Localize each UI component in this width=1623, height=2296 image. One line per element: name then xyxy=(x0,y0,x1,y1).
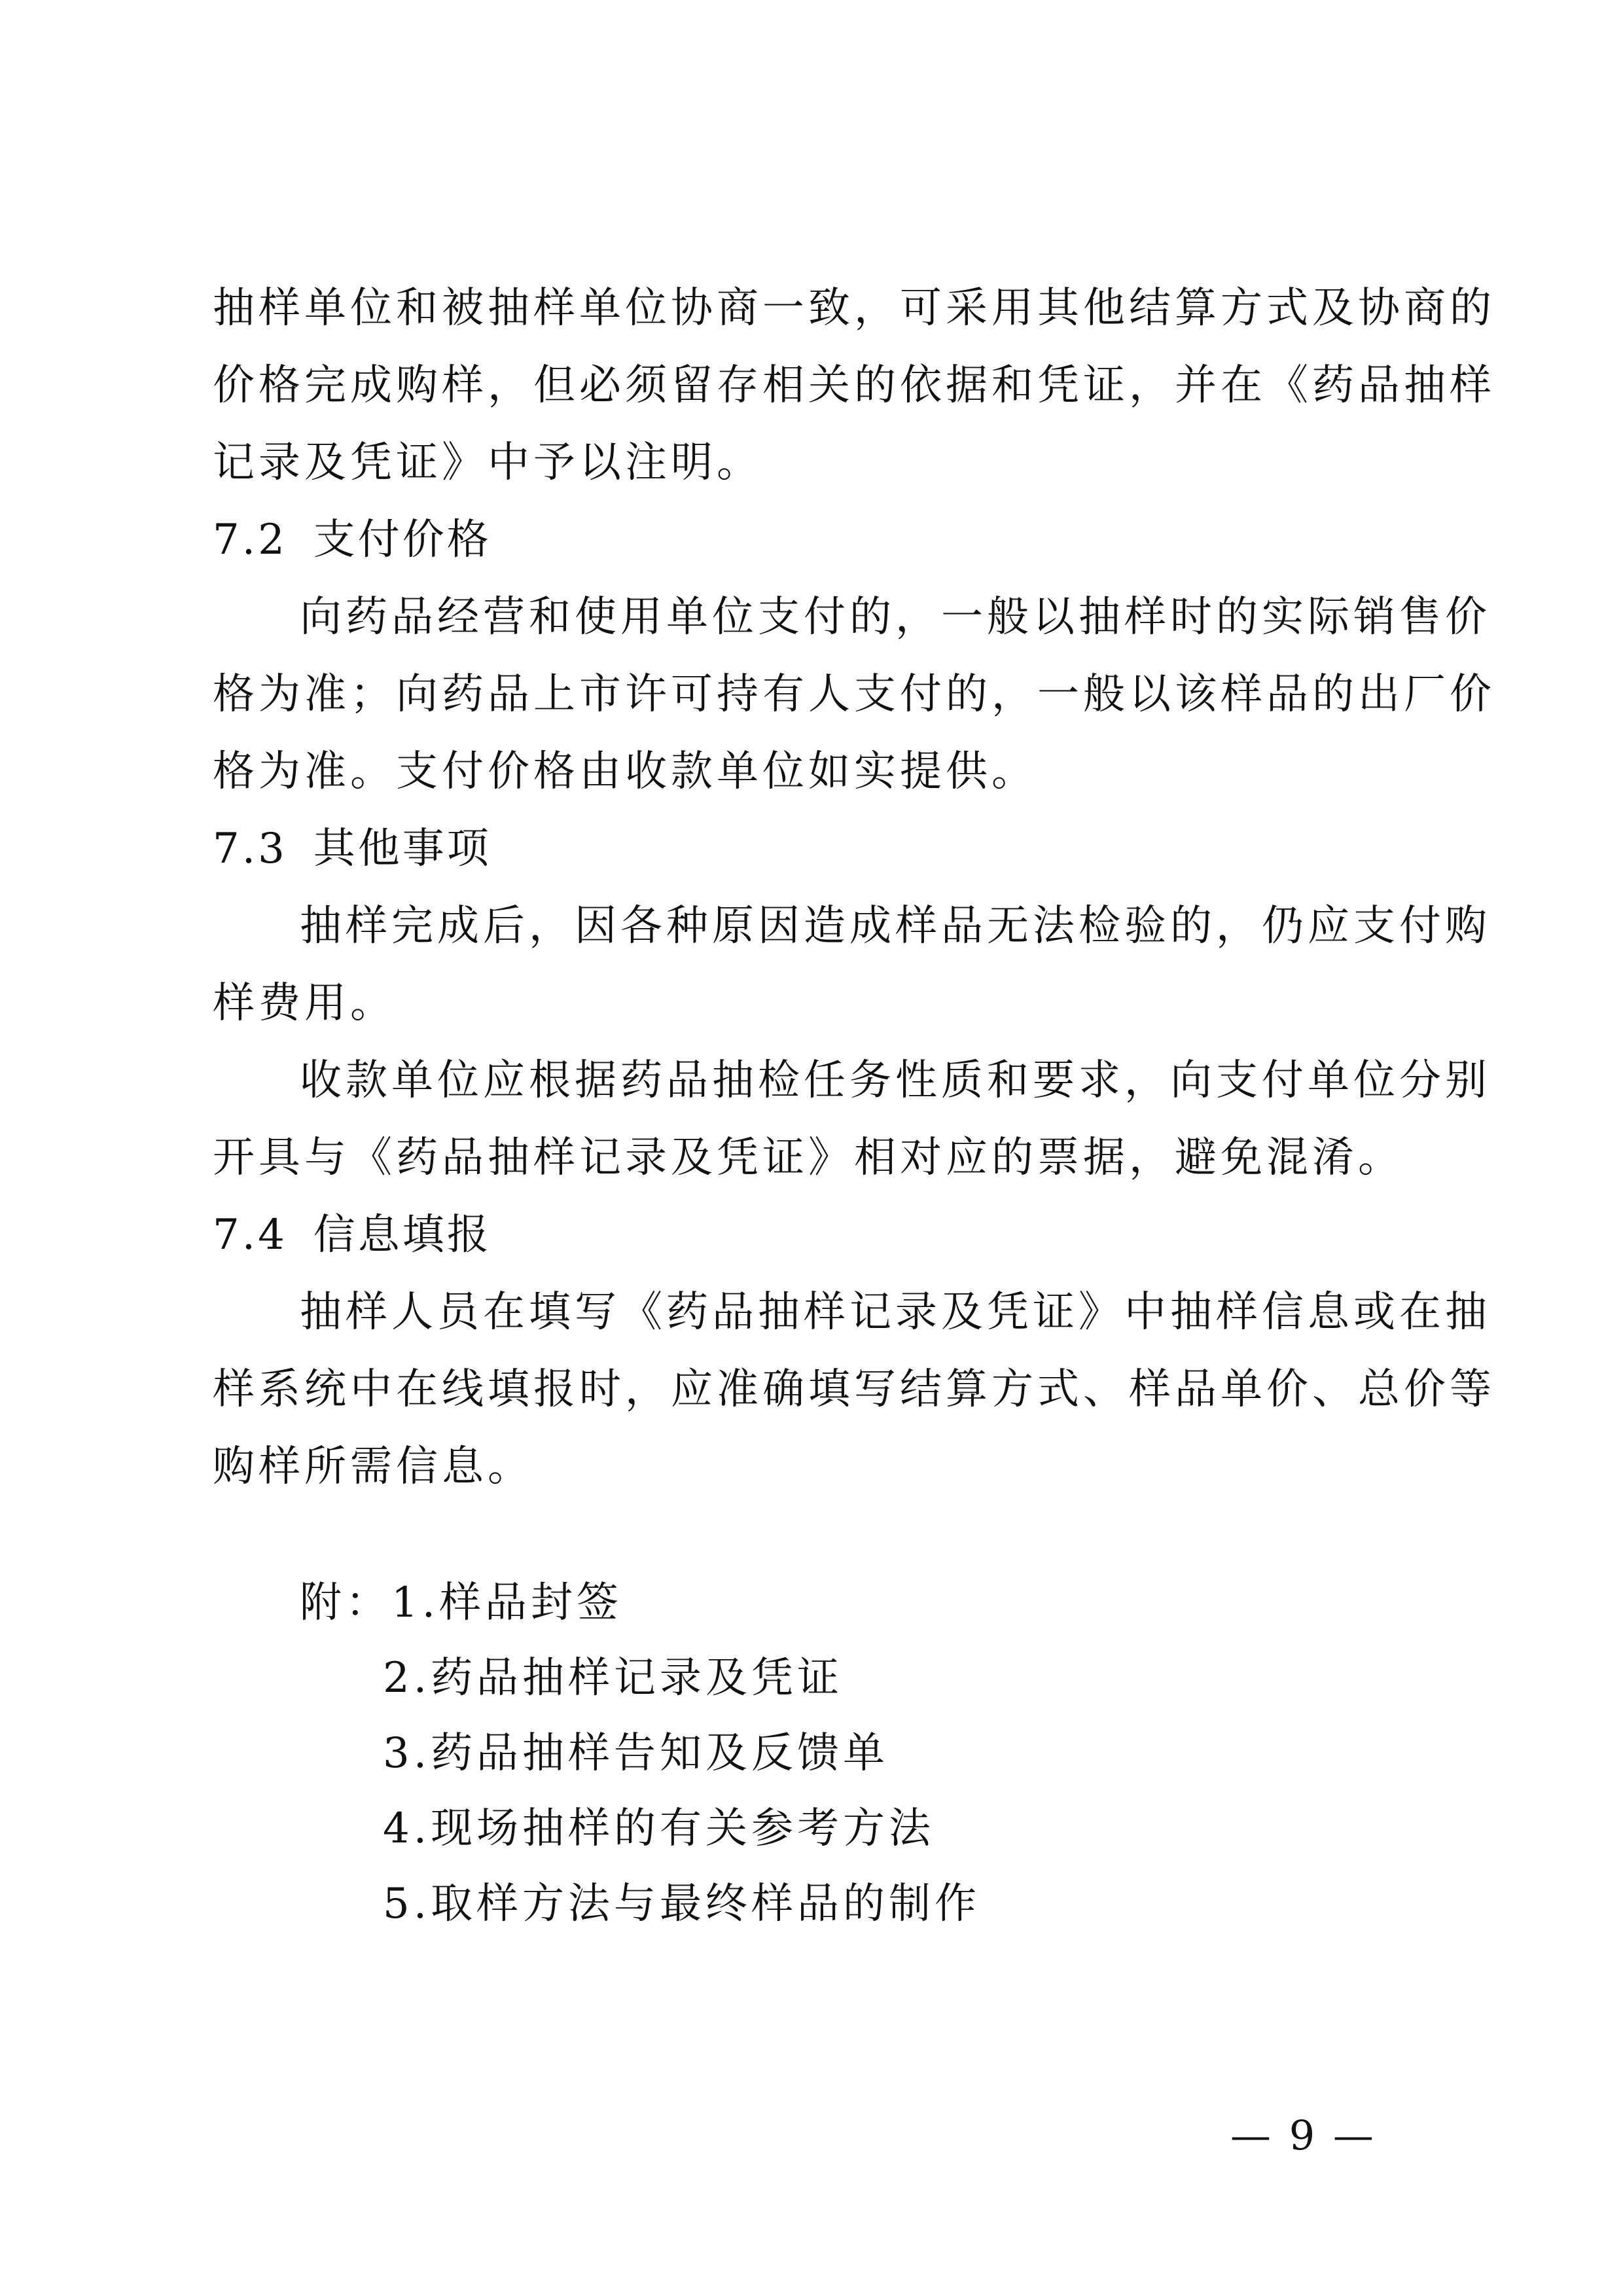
text-line: 购样所需信息。 xyxy=(213,1443,533,1491)
section-heading-7-4 xyxy=(213,1196,1410,1274)
attachment-item: 2.药品抽样记录及凭证 xyxy=(383,1654,844,1702)
text-line: 收款单位应根据药品抽检任务性质和要求，向支付单位分别 xyxy=(300,1056,1491,1105)
page-number: — 9 — xyxy=(1230,2111,1376,2159)
attachment-item: 5.取样方法与最终样品的制作 xyxy=(383,1880,981,1928)
text-line: 格为准；向药品上市许可持有人支付的，一般以该样品的出厂价 xyxy=(213,670,1495,719)
text-line: 抽样人员在填写《药品抽样记录及凭证》中抽样信息或在抽 xyxy=(300,1288,1491,1336)
section-title: 信息填报 xyxy=(313,1211,491,1259)
text-line: 抽样完成后，因各种原因造成样品无法检验的，仍应支付购 xyxy=(300,902,1491,950)
text-line: 样系统中在线填报时，应准确填写结算方式、样品单价、总价等 xyxy=(213,1365,1495,1414)
attachment-row xyxy=(300,1564,622,1641)
text-line: 向药品经营和使用单位支付的，一般以抽样时的实际销售价 xyxy=(300,593,1491,641)
section-title: 其他事项 xyxy=(313,825,491,873)
section-number: 7.3 xyxy=(213,825,287,873)
attachments-label: 附： xyxy=(300,1579,391,1627)
text-line: 样费用。 xyxy=(213,979,396,1028)
text-line: 开具与《药品抽样记录及凭证》相对应的票据，避免混淆。 xyxy=(213,1134,1404,1182)
attachment-item: 1.样品封签 xyxy=(391,1579,623,1627)
section-number: 7.2 xyxy=(213,516,287,564)
text-line: 价格完成购样，但必须留存相关的依据和凭证，并在《药品抽样 xyxy=(213,361,1495,410)
section-number: 7.4 xyxy=(213,1211,287,1259)
attachment-item: 3.药品抽样告知及反馈单 xyxy=(383,1729,889,1778)
attachment-item: 4.现场抽样的有关参考方法 xyxy=(383,1804,935,1853)
text-line: 抽样单位和被抽样单位协商一致，可采用其他结算方式及协商的 xyxy=(213,284,1495,332)
section-heading-7-3 xyxy=(213,810,1410,888)
text-line: 格为准。支付价格由收款单位如实提供。 xyxy=(213,747,1037,796)
text-line: 记录及凭证》中予以注明。 xyxy=(213,439,762,487)
section-title: 支付价格 xyxy=(313,516,491,564)
section-heading-7-2 xyxy=(213,501,1410,579)
